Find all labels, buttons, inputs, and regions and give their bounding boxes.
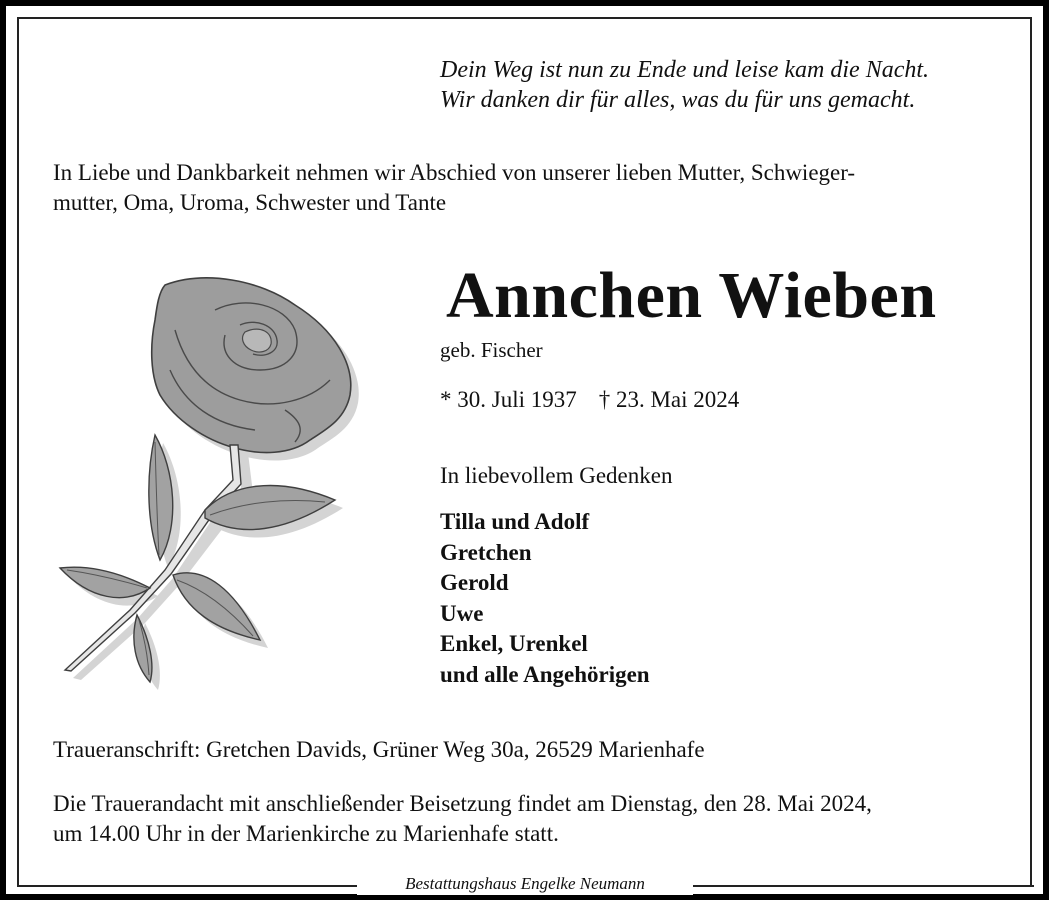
mourning-address: Traueranschrift: Gretchen Davids, Grüner Weg 30a, 26529 Marienhafe	[53, 737, 705, 762]
bottom-rule-right	[693, 885, 1034, 887]
rose-icon	[55, 270, 375, 690]
birth-date: * 30. Juli 1937	[440, 387, 577, 412]
mourner: Gretchen	[440, 539, 532, 565]
verse-line-1: Dein Weg ist nun zu Ende und leise kam die Nacht.	[440, 57, 930, 83]
mourners-list	[440, 507, 650, 690]
service-line-1: Die Trauerandacht mit anschließender Beisetzung findet am Dienstag, den 28. Mai 2024,	[53, 791, 872, 816]
verse-line-2: Wir danken dir für alles, was du für uns gemacht.	[440, 87, 916, 113]
mourner: Uwe	[440, 600, 484, 626]
mourner: Gerold	[440, 570, 509, 595]
service-line-2: um 14.00 Uhr in der Marienkirche zu Marienhafe statt.	[53, 821, 559, 846]
verse	[440, 55, 1000, 115]
mourner: Tilla und Adolf	[440, 509, 590, 534]
intro-line-2: mutter, Oma, Uroma, Schwester und Tante	[53, 190, 447, 215]
service-notice	[53, 789, 1013, 849]
memory-line: In liebevollem Gedenken	[440, 463, 673, 488]
death-date: † 23. Mai 2024	[598, 387, 740, 412]
intro-text	[53, 158, 1013, 218]
undertaker-credit: Bestattungshaus Engelke Neumann	[357, 873, 693, 895]
life-dates	[440, 385, 739, 415]
mourner: Enkel, Urenkel	[440, 631, 588, 656]
deceased-name: Annchen Wieben	[446, 259, 937, 332]
intro-line-1: In Liebe und Dankbarkeit nehmen wir Abschied von unserer lieben Mutter, Schwieger-	[53, 160, 856, 185]
mourner: und alle Angehörigen	[440, 661, 650, 687]
maiden-name: geb. Fischer	[440, 338, 543, 362]
bottom-rule-left	[17, 885, 357, 887]
